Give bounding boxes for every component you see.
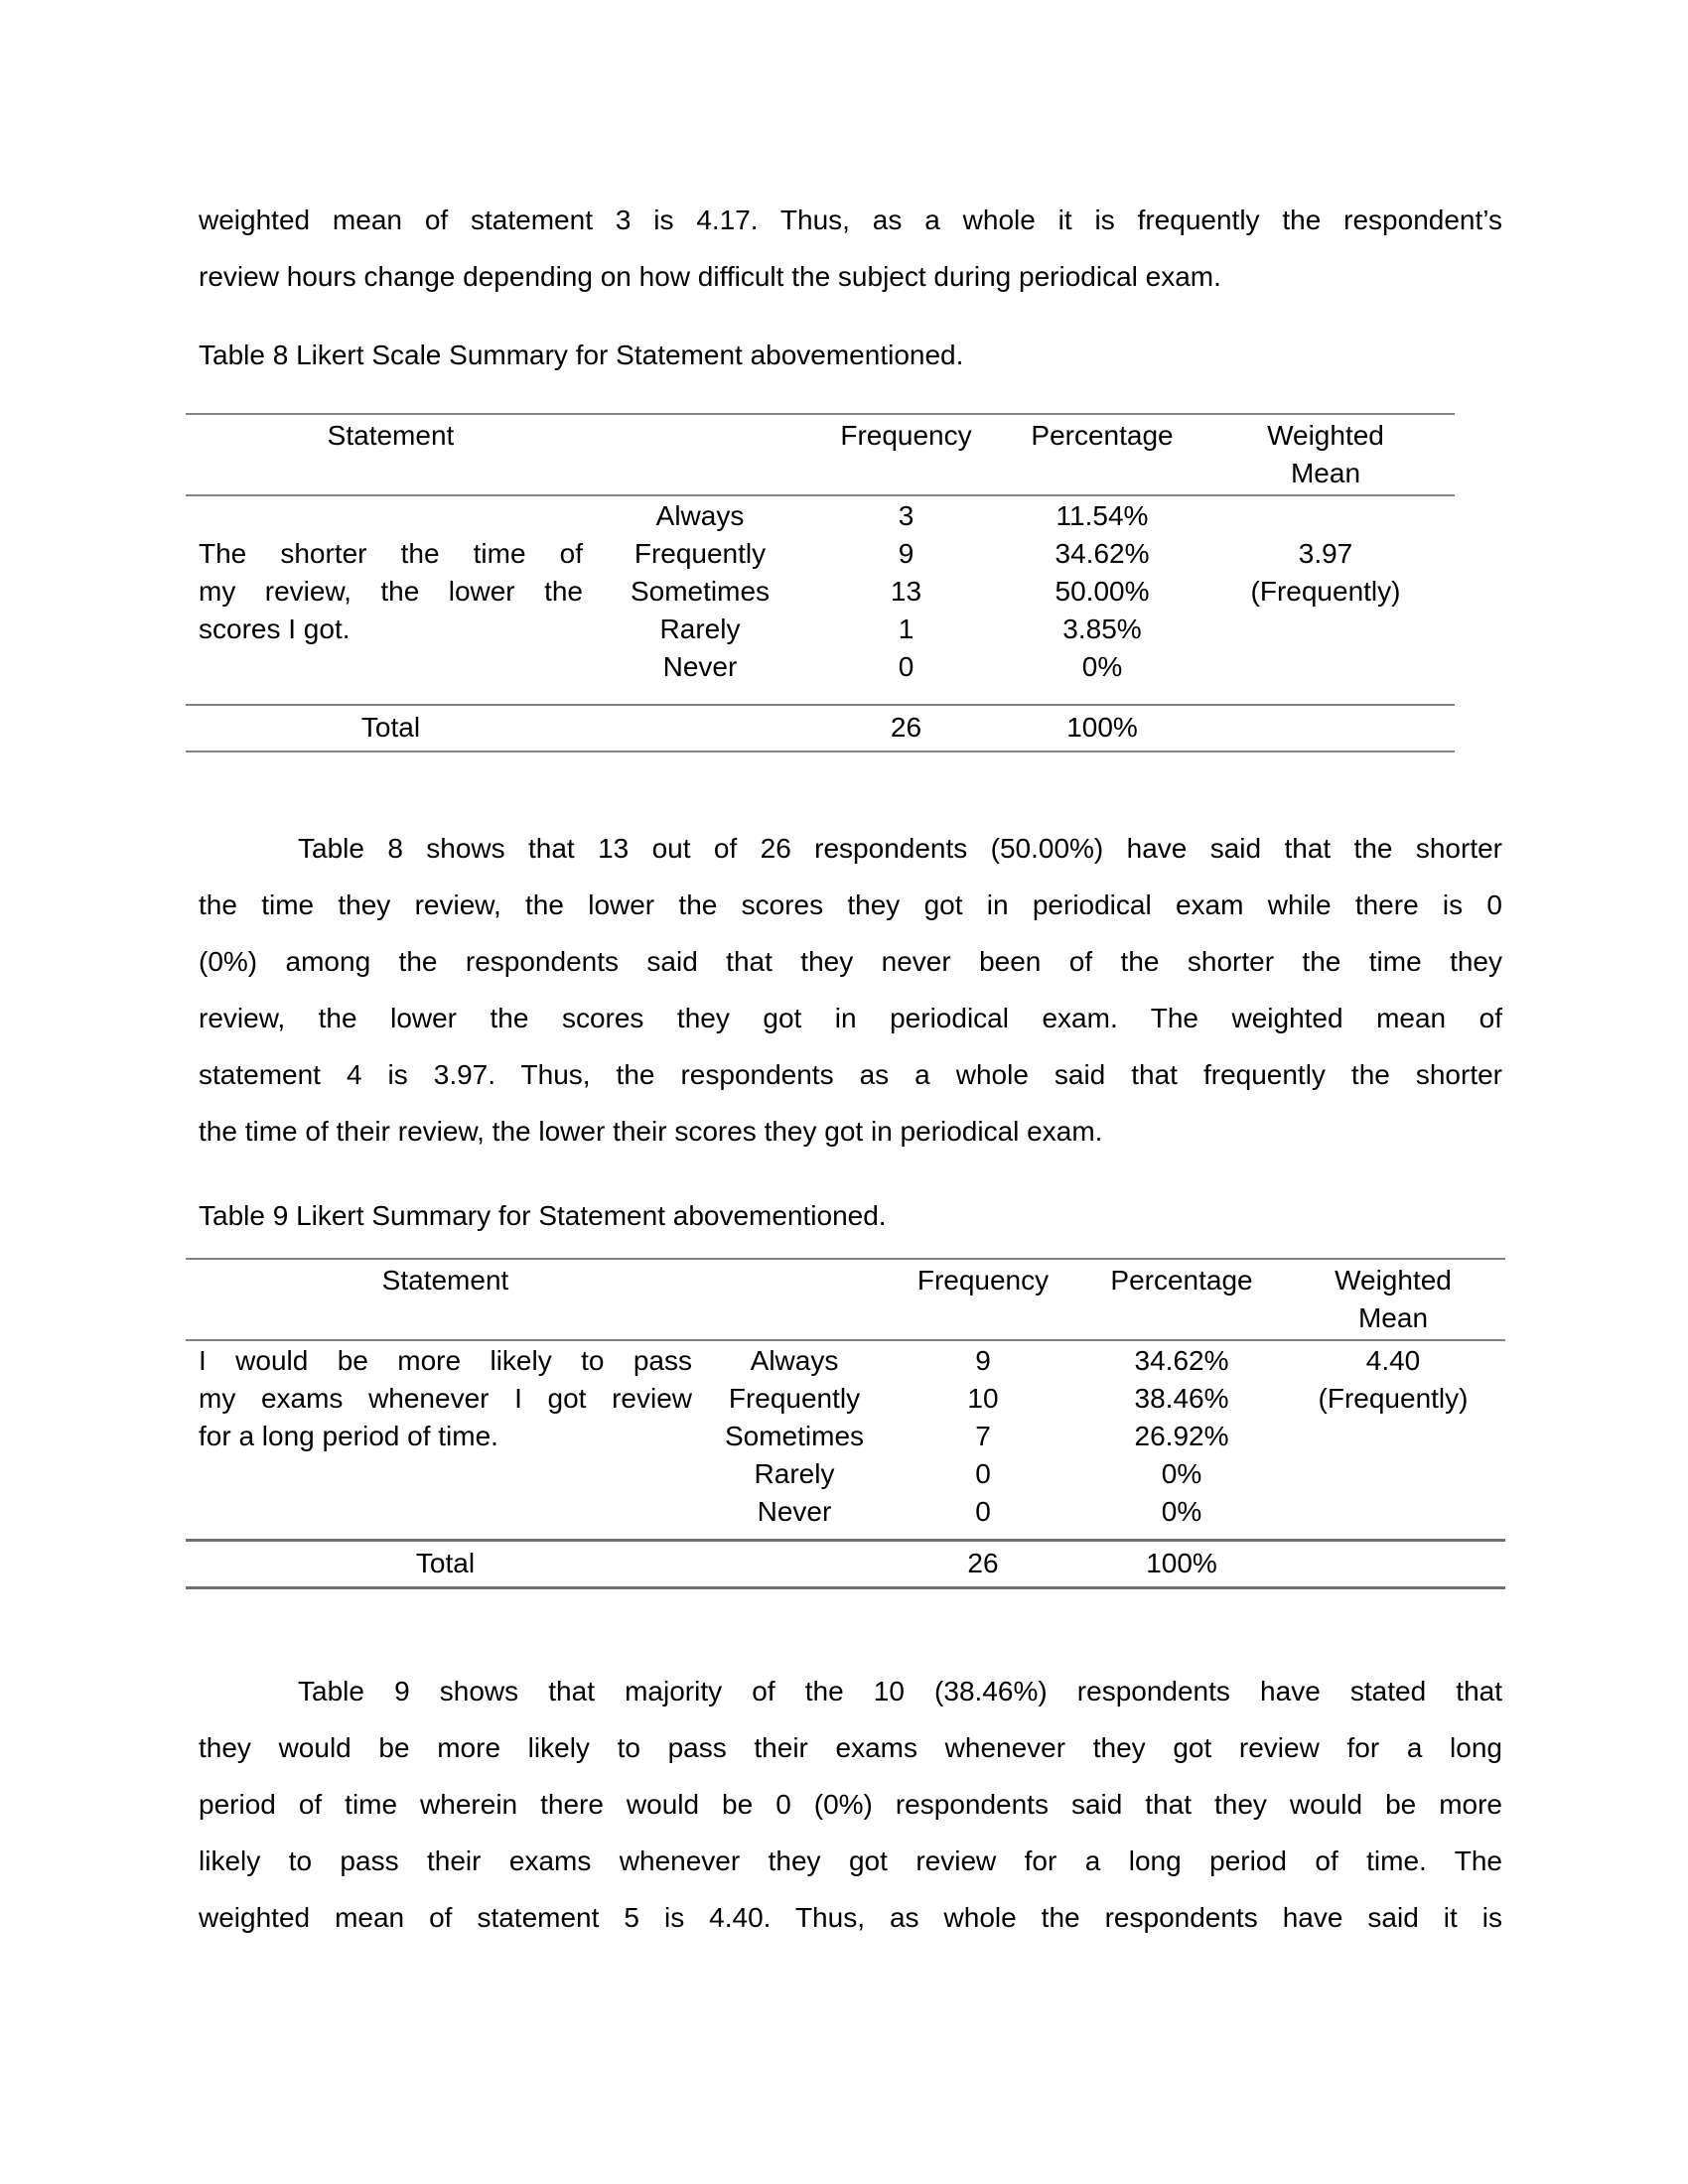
table8-weighted-mean-cell (1196, 497, 1455, 686)
table8-caption: Table 8 Likert Scale Summary for Statement abovementioned. (199, 340, 964, 370)
text-line: (Frequently) (1318, 1383, 1469, 1414)
table9-total-label: Total (415, 1548, 476, 1578)
text-line: review, the lower the scores they got in periodical exam. The weighted mean of (199, 1003, 1502, 1033)
text-line: Table 8 shows that 13 out of 26 respondents (50.00%) have said that the shorter (298, 833, 1502, 864)
text-line: Mean (1290, 458, 1361, 488)
table9-col-header-statement: Statement (381, 1265, 509, 1296)
table9-total-spacer (705, 1545, 884, 1582)
text-line: 4.40 (1365, 1345, 1421, 1376)
table9-caption: Table 9 Likert Summary for Statement abovementioned. (199, 1200, 887, 1231)
table9-total-percentage: 100% (1146, 1548, 1217, 1578)
table8-col-header-weighted-mean (1196, 417, 1455, 492)
text-line: 3 (898, 500, 914, 531)
text-line: 1 (898, 614, 914, 644)
text-line: 11.54% (1055, 500, 1149, 531)
text-line: 34.62% (1055, 538, 1150, 569)
text-line: 0 (898, 651, 914, 682)
text-line: they would be more likely to pass their exams whenever they got review for a long (199, 1732, 1502, 1763)
table9-frequency-cell (884, 1342, 1082, 1531)
text-line: Table 9 shows that majority of the 10 (38.46%) respondents have stated that (298, 1676, 1502, 1706)
paragraph-table9-discussion (199, 1663, 1502, 1946)
table8 (186, 413, 1455, 752)
table8-percentage-cell (1008, 497, 1196, 686)
table8-body-row (186, 496, 1455, 706)
text-line: my review, the lower the (199, 576, 583, 607)
table9-header-row (186, 1260, 1505, 1341)
table9-weighted-mean-cell (1281, 1342, 1505, 1531)
table8-col-header-frequency: Frequency (840, 420, 972, 451)
table8-total-spacer (596, 709, 804, 747)
text-line: Weighted (1267, 420, 1384, 451)
table9-body-row (186, 1341, 1505, 1542)
text-line: weighted mean of statement 3 is 4.17. Thus, as a whole it is frequently the respondent’s (199, 205, 1502, 235)
text-line: Frequently (633, 538, 767, 569)
text-line: Weighted (1335, 1265, 1452, 1296)
text-line: 0 (975, 1496, 991, 1527)
text-line: 0% (1161, 1458, 1202, 1489)
text-line: Rarely (659, 614, 741, 644)
table8-likert-cell (596, 497, 804, 686)
text-line: 9 (975, 1345, 991, 1376)
text-line: the time they review, the lower the scores they got in periodical exam while there is 0 (199, 889, 1502, 920)
text-line: my exams whenever I got review (199, 1383, 692, 1414)
text-line: 0% (1081, 651, 1123, 682)
text-line: Never (757, 1496, 832, 1527)
text-line: for a long period of time. (199, 1421, 498, 1451)
table9-total-row (186, 1542, 1505, 1586)
table9-likert-cell (705, 1342, 884, 1531)
text-line: 9 (898, 538, 914, 569)
paragraph-continued (199, 192, 1502, 305)
table9-col-header-percentage: Percentage (1110, 1265, 1253, 1296)
table9-total-spacer2 (1281, 1545, 1505, 1582)
paragraph-table8-discussion (199, 820, 1502, 1160)
table8-col-header-likert-empty (596, 417, 804, 492)
table8-total-row (186, 706, 1455, 751)
table9-col-header-weighted-mean (1281, 1262, 1505, 1337)
text-line: 0 (975, 1458, 991, 1489)
text-line: scores I got. (199, 614, 351, 644)
table9-percentage-cell (1082, 1342, 1281, 1531)
text-line (1196, 497, 1455, 535)
text-line: 38.46% (1134, 1383, 1229, 1414)
text-line: Sometimes (724, 1421, 865, 1451)
text-line: likely to pass their exams whenever they got review for a long period of time. The (199, 1845, 1502, 1876)
text-line: (Frequently) (1250, 576, 1401, 607)
text-line: Never (662, 651, 738, 682)
text-line: Sometimes (630, 576, 771, 607)
table8-header-row (186, 415, 1455, 496)
text-line: Always (750, 1345, 839, 1376)
text-line: 3.85% (1062, 614, 1142, 644)
text-line: review hours change depending on how difficult the subject during periodical exam. (199, 261, 1221, 292)
table8-total-spacer2 (1196, 709, 1455, 747)
table9-total-frequency: 26 (967, 1548, 999, 1578)
text-line: Mean (1357, 1302, 1429, 1333)
text-line: the time of their review, the lower their scores they got in periodical exam. (199, 1116, 1103, 1147)
table8-frequency-cell (804, 497, 1008, 686)
table9-statement-cell (186, 1342, 705, 1531)
text-line: 3.97 (1298, 538, 1353, 569)
text-line: period of time wherein there would be 0 (0%) respondents said that they would be more (199, 1789, 1502, 1820)
table8-total-label: Total (360, 712, 421, 743)
table9-col-header-frequency: Frequency (916, 1265, 1050, 1296)
table8-col-header-statement: Statement (327, 420, 455, 451)
text-line: statement 4 is 3.97. Thus, the respondents as a whole said that frequently the shorter (199, 1059, 1502, 1090)
text-line: The shorter the time of (199, 538, 583, 569)
text-line: 34.62% (1134, 1345, 1229, 1376)
text-line: 10 (967, 1383, 999, 1414)
table8-total-percentage: 100% (1066, 712, 1138, 743)
table8-col-header-percentage: Percentage (1031, 420, 1174, 451)
table8-statement-cell (186, 497, 596, 686)
text-line: 13 (890, 576, 922, 607)
table8-total-frequency: 26 (890, 712, 922, 743)
text-line: 26.92% (1134, 1421, 1229, 1451)
table9-col-header-likert-empty (705, 1262, 884, 1337)
text-line: I would be more likely to pass (199, 1345, 692, 1376)
text-line: Rarely (754, 1458, 835, 1489)
text-line: 50.00% (1055, 576, 1150, 607)
text-line: 0% (1161, 1496, 1202, 1527)
text-line: weighted mean of statement 5 is 4.40. Thus, as whole the respondents have said it is (199, 1902, 1502, 1933)
text-line: Always (655, 500, 745, 531)
text-line: 7 (975, 1421, 991, 1451)
text-line: (0%) among the respondents said that they never been of the shorter the time they (199, 946, 1502, 977)
text-line: Frequently (728, 1383, 861, 1414)
table9 (186, 1258, 1505, 1589)
